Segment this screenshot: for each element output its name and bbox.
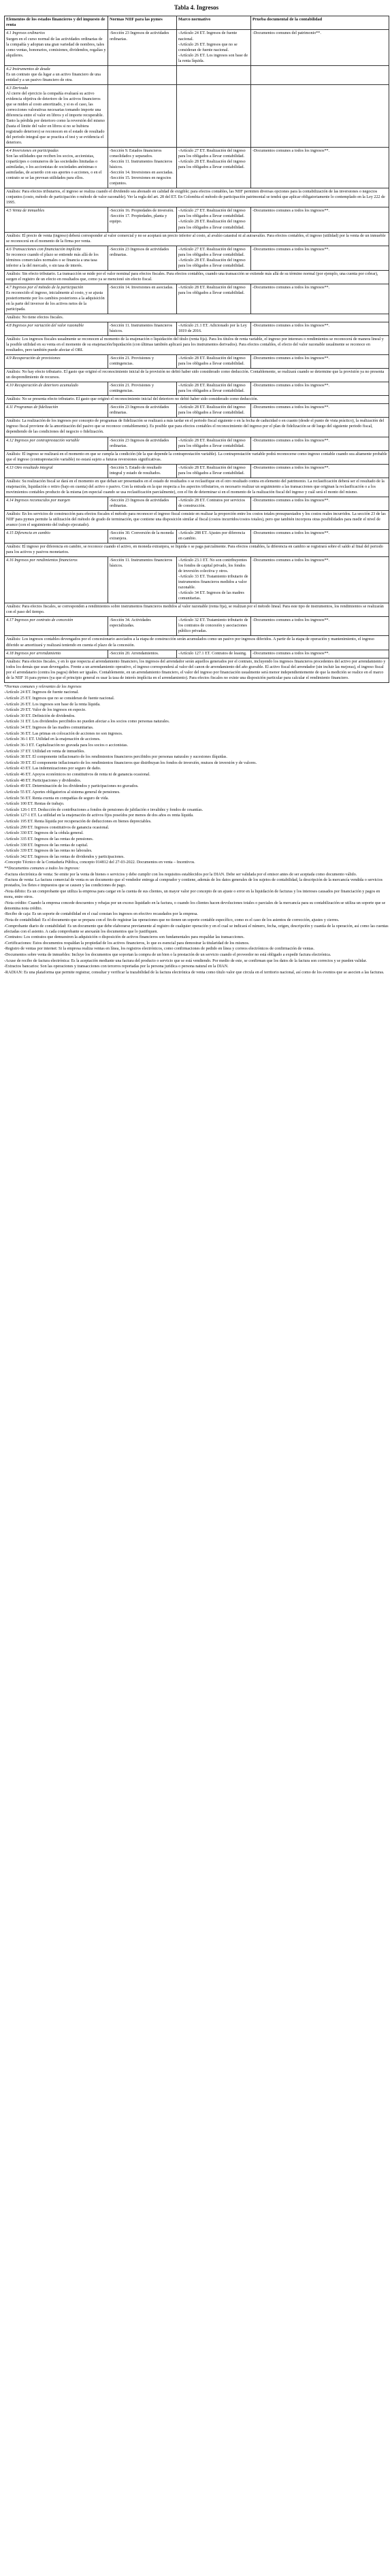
footnote-line: -Recibo de caja: Es un soporte de contabilidad en el cual constan los ingresos en efectivo recaudados por la empresa. (4, 912, 198, 917)
analysis-text: Análisis: No tiene efectos fiscales. (6, 315, 64, 320)
table-row (5, 497, 389, 510)
cell-prueba (251, 404, 389, 418)
cell-normas (108, 404, 177, 418)
footnote-line: -Artículo 338 ET. Ingresos de las rentas de capital. (4, 843, 88, 848)
cell-normas (108, 617, 177, 636)
footnote-line: -Artículo 56 ET. Renta exenta en compañías de seguro de vida. (4, 796, 109, 801)
cell-line: -Sección 17. Propiedades, planta y equipo. (110, 214, 167, 224)
analysis-text: Análisis: No hay efecto tributario. El gasto que originó el reconocimiento inicial de la provisión no debió haber sido considerado como deducción. Contablemente, se realizará cuando se determine que la provisión ya no presenta un desprendimiento de recursos. (6, 370, 385, 380)
footnote-line: -Contratos: Los contratos que demuestren la adquisición o disposición de activos financieros son fundamentales para respaldar las transacciones. (4, 935, 244, 940)
analysis-row (5, 232, 389, 246)
cell-marco (177, 207, 251, 232)
analysis-row (5, 336, 389, 355)
cell-elemento (5, 617, 108, 636)
table-row (5, 30, 389, 65)
analysis-row (5, 478, 389, 497)
section-title: 4.16 Ingresos por rendimientos financieros (6, 558, 78, 563)
section-title: 4.8 Ingresos por variación del valor razonable (6, 323, 84, 328)
cell-line: -Artículo 28 ET. Realización del ingreso para los obligados a llevar contabilidad. (178, 465, 246, 475)
cell-elemento (5, 65, 108, 84)
cell-elemento (5, 437, 108, 450)
analysis-cell (5, 478, 389, 497)
cell-line: -Sección 5. Estado de resultado integral y estado de resultados. (110, 465, 162, 475)
table-row (5, 65, 389, 84)
cell-elemento (5, 650, 108, 658)
footnote-line: -Artículo 36-3 ET. Capitalización no gravada para los socios o accionistas. (4, 743, 128, 748)
cell-elemento (5, 246, 108, 270)
cell-line: -Sección 23 Ingresos de actividades ordinarias. (110, 405, 169, 416)
cell-line: -Documentos comunes a todos los ingresos**. (252, 498, 330, 503)
cell-line: -Sección 23 Ingresos de actividades ordinarias. (110, 498, 169, 508)
cell-prueba (251, 148, 389, 188)
cell-elemento (5, 464, 108, 478)
cell-line: -Artículo 127.1 ET. Contratos de leasing. (178, 651, 247, 656)
header-prueba: Prueba documental de la contabilidad (251, 16, 389, 30)
cell-line: -Sección 23 Ingresos de actividades ordinarias. (110, 31, 169, 41)
footnote-line: -Nota de contabilidad: Es el documento que se prepara con el fin de registrar las operaciones que no tienen un soporte contable específico, como es el caso de los asientos de corrección, ajustes y cierres. (4, 918, 340, 922)
cell-line: -Artículo 34 ET. Ingresos de las madres comunitarias. (178, 591, 244, 601)
table-row (5, 355, 389, 369)
cell-line: -Sección 21. Provisiones y contingencias. (110, 356, 154, 367)
table-row (5, 148, 389, 188)
cell-marco (177, 464, 251, 478)
cell-prueba (251, 207, 389, 232)
section-title: 4.4 Inversiones en participadas (6, 149, 59, 154)
footnote-line: *Normas comunes y relevantes de los ingresos (4, 684, 82, 689)
analysis-text: Análisis: El ingreso se realizará en el momento en que se cumpla la condición (de la que depende la contraprestación variable). La contraprestación variable podrá reconocerse como ingreso contable cuando sea altamente probable que el ingreso (contraprestación variable) no estará sujeto a futuras reversiones significativas. (6, 452, 387, 462)
analysis-row (5, 636, 389, 650)
cell-line: -Documentos comunes a todos los ingresos**. (252, 247, 330, 252)
page (0, 0, 392, 980)
table-row (5, 84, 389, 147)
analysis-row (5, 603, 389, 617)
analysis-text: Análisis: En los servicios de construcción para efectos fiscales el método para reconocer el ingreso fiscal consiste en realizar la proporción entre los costos totales presupuestados y los costos reales incurridos. La sección 23 de las NIIF para pymes permite la utilización del método de grado de terminación, que contiene una disposición similar al fiscal (costos incurridos/costos totales), pero que también incorpora otras posibilidades para medir el nivel de avance (con el seguimiento del trabajo ejecutado). (6, 512, 386, 527)
cell-line: -Documentos comunes a todos los ingresos**. (252, 465, 330, 470)
section-description: Es un contrato que da lugar a un activo financiero de una entidad y a un pasivo financiero de otra. (6, 72, 101, 82)
footnote-line: -Artículo 30 ET. Definición de dividendos. (4, 714, 76, 718)
cell-normas (108, 355, 177, 369)
cell-line: -Sección 11. Instrumentos financieros básicos. (110, 558, 173, 569)
cell-normas (108, 497, 177, 510)
analysis-cell (5, 369, 389, 382)
cell-line: -Sección 30. Conversión de la moneda extranjera. (110, 531, 174, 541)
analysis-row (5, 543, 389, 557)
cell-line: -Artículo 28 ET. Realización del ingreso para los obligados a llevar contabilidad. (178, 258, 246, 268)
footnote-line: -RADIAN: Es una plataforma que permite registrar, consultar y verificar la trazabilidad de la factura electrónica de venta como título valor que circula en el territorio nacional, así como de los eventos que se asocien a las facturas. (4, 970, 385, 975)
section-description: Al cierre del ejercicio la compañía evaluará su activo evidencia objetiva de deterioro de los activos financieros que se miden al costo amortizado, y si es el caso, las correcciones valorativas necesarias tomando importe una diferencia entre el valor en libros y el importe recuperable. Tanto la pérdida por deterioro como la reversión del mismo (hasta el límite del valor en libros si no se hubiera registrado deterioro) se reconocen en el estado de resultado del periodo integral que se practica el test y se evidencia el deterioro. (6, 91, 105, 146)
cell-elemento (5, 322, 108, 335)
section-title: 4.11 Programas de fidelización (6, 405, 59, 410)
cell-elemento (5, 529, 108, 543)
footnote-line: -Artículo 31 ET. Los dividendos percibidos no pueden afectar a los socios como personas naturales. (4, 720, 170, 724)
analysis-cell (5, 396, 389, 404)
cell-normas (108, 382, 177, 396)
cell-line: -Artículo 28 ET. Realización del ingreso para los obligados a llevar contabilidad. (178, 405, 246, 416)
analysis-text: Análisis: Su realización fiscal se dará en el momento en que deban ser presentados en el estado de resultados o se reclasifique en el otro resultado contra en elemento del patrimonio. La reclasificación deberá ser el resultado de la enajenación, liquidación o retiro (bajo en cuenta) del activo o pasivo. Con la entrada en la que respecta a los aspectos tributarios, es necesario realizar un seguimiento a las transacciones que originan la reclasificación o a los movimientos contables producto de la misma (en especial cuando se usa reclasificación parcialmente), con el fin de determinar si en el momento de la realización fiscal del ingreso y cuál será el monto del mismo. (6, 479, 385, 495)
cell-marco (177, 246, 251, 270)
footnote-line: -Acuse de recibo de factura electrónica: Es la aceptación mediante una factura del producto o servicio que se está vendiendo. Por medio de este, se confirman que los datos de la factura son correctos y se pueden validar. (4, 958, 367, 963)
cell-prueba (251, 30, 389, 65)
footnote-line: -Nota débito: Es un comprobante que utiliza la empresa para cargar en la cuenta de sus clientes, un mayor valor por concepto de un ajuste o error en la liquidación de facturas y los intereses causados por financiación y pagos en mora, entre otros. (4, 889, 380, 899)
cell-prueba (251, 650, 389, 658)
cell-marco (177, 529, 251, 543)
footnote-line: -Artículo 25 ET. Ingresos que no se consideran de fuente nacional. (4, 696, 115, 701)
cell-line: -Artículo 33 ET. Tratamiento tributario de instrumentos financieros medidos a valor razonable. (178, 575, 248, 590)
footnote-line: -Nota crédito: Cuando la empresa concede descuentos y rebajas por un exceso liquidado en la factura, o cuando los clientes hacen devoluciones totales o parciales de la mercancía para su contabilización se utiliza un soporte que se denomina nota crédito. (4, 901, 386, 911)
cell-normas (108, 84, 177, 147)
section-description: Se reconoce cuando el plazo se entiende más allá de los términos comerciales normales o se financia a una tasa inferior a la del mercado, o sin tasa de interés. (6, 252, 99, 268)
cell-line: -Artículo 24 ET. Ingresos de fuente nacional. (178, 31, 238, 41)
cell-normas (108, 322, 177, 335)
section-title: 4.18 Ingresos por arrendamiento (6, 651, 61, 656)
footnote-line: -Artículo 299 ET. Ingresos constitutivos de ganancia ocasional. (4, 825, 110, 830)
section-title: 4.6 Transacciones con financiación implícita (6, 247, 81, 252)
cell-prueba (251, 464, 389, 478)
table-row (5, 284, 389, 314)
cell-normas (108, 464, 177, 478)
cell-line: -Documentos comunes a todos los ingresos**. (252, 651, 330, 656)
cell-line: -Artículo 27 ET. Realización del ingreso para los obligados a llevar contabilidad. (178, 247, 246, 257)
cell-normas (108, 148, 177, 188)
ingresos-table (4, 16, 389, 683)
cell-marco (177, 30, 251, 65)
analysis-text: Análisis: No se presenta efecto tributario. El gasto que originó el reconocimiento inicial del deterioro no debió haber sido considerado como deducción. (6, 397, 259, 402)
cell-line: -Documentos comunes a todos los ingresos**. (252, 438, 330, 443)
footnote-line: -Artículo 34 ET. Ingresos de las madres comunitarias. (4, 726, 94, 731)
cell-line: -Artículo 288 ET. Ajustes por diferencia en cambio. (178, 531, 246, 541)
footnote-line: -Certificaciones: Estos documentos respaldan la propiedad de los activos financieros, lo que es esencial para demostrar la titularidad de los mismos. (4, 941, 250, 946)
section-title: 4.3 Derivado (6, 86, 29, 90)
cell-line: -Documentos comunes a todos los ingresos**. (252, 209, 330, 214)
cell-line: -Documentos comunes a todos los ingresos**. (252, 405, 330, 410)
analysis-text: Análisis: Para efectos fiscales, se corresponden a rendimientos sobre instrumentos financieros medidos al valor razonable (renta fija), se realizan por el método lineal. Para este tipo de instrumentos, los rendimientos se realizarán con el paso del tiempo. (6, 605, 384, 615)
cell-normas (108, 207, 177, 232)
cell-normas (108, 30, 177, 65)
table-body (5, 30, 389, 682)
cell-line: -Sección 16. Propiedades de inversión. (110, 209, 174, 214)
analysis-text: Análisis: Para efectos fiscales, y en lo que respecta al arrendamiento financiero, los ingresos del arrendador serán aquellos generados por el contrato, incluyendo los ingresos financieros procedentes del activo por arrendamiento y todos los demás que sean devengados. Frente a un arrendamiento operativo, el ingreso corresponderá al valor del canon de arrendamiento del año gravable. El activo fiscal del arrendador (sin incluir las mejoras), el ingreso fiscal por el arrendatario (contra los pagos) deben ser iguales. Contablemente, en un arrendamiento financiero, el valor del ingreso por financiación usualmente será menor independientemente de que la medición se realice en el marco de la NIIF 16 para pymes (ya que el principio general es usar la tasa de interés implícita en el arrendamiento). Para efectos fiscales no existe una disposición particular para calcular el rendimiento financiero. (6, 659, 386, 680)
table-header-row (5, 16, 389, 30)
cell-prueba (251, 246, 389, 270)
analysis-cell (5, 232, 389, 246)
cell-normas (108, 529, 177, 543)
section-title: 4.7 Ingresos por el método de la participación (6, 285, 84, 290)
cell-prueba (251, 284, 389, 314)
cell-line: -Sección 14. Inversiones en asociadas. (110, 285, 174, 290)
analysis-cell (5, 636, 389, 650)
footnote-line: -Artículo 29 ET. Valor de los ingresos en especie. (4, 708, 86, 713)
footnote-line: -Artículo 49 ET. Determinación de los dividendos y participaciones no gravados. (4, 784, 139, 789)
footnote-line: -Artículo 55 ET. Aportes obligatorios al sistema general de pensiones. (4, 790, 120, 794)
cell-line: -Sección 21. Provisiones y contingencias. (110, 384, 154, 394)
cell-marco (177, 497, 251, 510)
footnote-line: -Concepto Técnico de la Contaduría Pública, concepto 014812 del 27-03-2022. Documentos en venta – Incentivos. (4, 860, 195, 865)
footnote-line: -Documentos sobre venta de inmuebles: Incluye los documentos que soportan la compra de un bien o la prestación de un servicio cuando el proveedor no está obligado a expedir factura electrónica. (4, 953, 331, 958)
cell-line: -Sección 23 Ingresos de actividades ordinarias. (110, 247, 169, 257)
section-description: Es reconocido el ingreso, inicialmente al costo, y se ajusta posteriormente por los cambios posteriores a la adquisición en la parte del inversor de los activos netos de la participada. (6, 290, 105, 312)
table-row (5, 617, 389, 636)
cell-elemento (5, 84, 108, 147)
cell-line: -Artículo 28 ET. Contratos por servicios de construcción. (178, 498, 246, 508)
cell-line: -Artículo 28 ET. Realización del ingreso para los obligados a llevar contabilidad. (178, 384, 246, 394)
cell-line: -Sección 34. Actividades especializadas. (110, 618, 151, 629)
cell-line: -Artículo 28 ET. Realización del ingreso para los obligados a llevar contabilidad. (178, 438, 246, 448)
section-title: 4.12 Ingresos por contraprestación variable (6, 438, 80, 443)
analysis-text: Análisis: El precio de venta (ingreso) deberá corresponder al valor comercial y no se aceptará un precio inferior al costo, al avalúo catastral ni al autoavalúo. Para efectos contables, el ingreso (utilidad) por la venta de un inmueble se reconocerá en el momento de la firma por venta. (6, 233, 386, 244)
footnote-line: -Artículo 39 ET. El componente inflacionario de los rendimientos financieros que distribuyan los fondos de inversión, mutuos de inversión y de valores. (4, 760, 257, 765)
analysis-row (5, 450, 389, 464)
cell-marco (177, 650, 251, 658)
footnote-line: -Artículo 339 ET. Ingresos de las rentas no laborales. (4, 849, 93, 854)
cell-line: -Artículo 28 ET. Realización del ingreso para los obligados a llevar contabilidad. (178, 220, 246, 230)
header-normas: Normas NIIF para las pymes (108, 16, 177, 30)
footnote-line: -Artículo 24 ET. Ingresos de fuente nacional. (4, 690, 79, 695)
footnote-line: -Artículo 342 ET. Ingresos de las rentas de dividendos y participaciones. (4, 854, 125, 859)
cell-line: -Sección 11. Instrumentos financieros básicos. (110, 323, 173, 333)
table-row (5, 404, 389, 418)
cell-line: -Sección 9. Estados financieros consolidados y separados. (110, 149, 162, 159)
cell-elemento (5, 497, 108, 510)
footnote-line: -Factura de venta: La factura comercial de venta es un documento que el vendedor entrega al comprador y contiene, además de los datos generales de los sujetos de contabilidad, la descripción de la mercancía vendida o servicios prestados, los fletes e impuestos que se causen y las condiciones de pago. (4, 878, 383, 888)
cell-prueba (251, 382, 389, 396)
analysis-cell (5, 543, 389, 557)
cell-line: -Artículo 28 ET. Realización del ingreso para los obligados a llevar contabilidad. (178, 356, 246, 367)
section-title: 4.10 Recuperación de deterioro acumulado (6, 384, 78, 388)
cell-elemento (5, 404, 108, 418)
analysis-text: Análisis: Para efectos tributarios, el ingreso se realiza cuando el dividendo sea abonado en calidad de exigible; para efectos contables, las NIIF permiten diversas opciones para la contabilización de las inversiones o negocios conjuntos (costo, método de participación o método de valor razonable). Ver la regla del art. 28 del ET. En Colombia el método de participación patrimonial se tendrá que aplicar obligatoriamente lo contemplado en la Ley 222 de 1995. (6, 190, 385, 205)
analysis-row (5, 658, 389, 682)
cell-marco (177, 382, 251, 396)
cell-elemento (5, 148, 108, 188)
table-row (5, 207, 389, 232)
cell-marco (177, 284, 251, 314)
section-title: 4.5 Venta de inmuebles (6, 209, 45, 214)
cell-elemento (5, 355, 108, 369)
cell-line: -Documentos comunes a todos los ingresos**. (252, 618, 330, 623)
cell-prueba (251, 617, 389, 636)
analysis-cell (5, 336, 389, 355)
footnote-line: -Registro de ventas por internet: Si la empresa realiza ventas en línea, los registros electrónicos, como confirmaciones de pedido en línea y correos electrónicos de confirmación de ventas. (4, 947, 314, 952)
cell-elemento (5, 382, 108, 396)
section-title: 4.15 Diferencia en cambio (6, 531, 50, 535)
cell-marco (177, 355, 251, 369)
analysis-row (5, 369, 389, 382)
cell-marco (177, 617, 251, 636)
analysis-cell (5, 188, 389, 207)
section-title: 4.9 Recuperación de provisiones (6, 356, 61, 361)
cell-line: -Artículo 23.1 ET. No son contribuyentes los fondos de capital privado, los fondos de inversión colectiva y otros. (178, 558, 247, 574)
footnote-line: -Artículo 195 ET. Renta líquida por recuperación de deducciones en bienes depreciables. (4, 820, 152, 824)
cell-line: -Artículo 21.1 ET. Adicionado por la Ley 1819 de 2016. (178, 323, 247, 333)
cell-line: -Documentos comunes a todos los ingresos**. (252, 285, 330, 290)
cell-line: -Artículo 27 ET. Realización del ingreso para los obligados a llevar contabilidad. (178, 149, 246, 159)
cell-marco (177, 557, 251, 603)
analysis-cell (5, 314, 389, 322)
analysis-text: Análisis: La realización de los ingresos por concepto de programas de fidelización se realizará a más tardar en el periodo fiscal siguiente o en la fecha de caducidad o en cuanto (desde el punto de vista práctico), la realización del ingreso fiscal proviene de la amortización del pasivo que se reconoce contablemente). Es posible que para efectos contables el reconocimiento del ingreso por el plan de fidelización se dé luego del siguiente periodo fiscal, dependiendo de las condiciones del negocio o fidelización. (6, 419, 385, 435)
analysis-row (5, 418, 389, 437)
footnote-line: -Artículo 46 ET. Apoyos económicos no constitutivos de renta ni de ganancia ocasional. (4, 773, 150, 777)
footnote-line: -Artículo 126-1 ET. Deducción de contribuciones a fondos de pensiones de jubilación e invalidez y fondos de cesantías. (4, 807, 203, 812)
cell-marco (177, 148, 251, 188)
cell-line: -Artículo 27 ET. Realización del ingreso para los obligados a llevar contabilidad. (178, 209, 246, 219)
cell-line: -Sección 23 Ingresos de actividades ordinarias. (110, 438, 169, 448)
section-description: Son las utilidades que reciben los socios, accionistas, copartícipes o comuneros de las sociedades limitadas o asimiladas, o los accionistas de sociedades anónimas o asimiladas, de acuerdo con sus aportes o acciones, o en el contrato se se las prevean utilidades para ellos. (6, 154, 102, 181)
cell-normas (108, 246, 177, 270)
cell-line: -Sección 14. Inversiones en asociadas. (110, 171, 174, 175)
cell-line: -Documentos comunes del patrimonio**. (252, 31, 321, 36)
footnote-line: -Extractos bancarios: Son las operaciones y transacciones con terceros reportadas por la persona jurídica o persona natural en la DIAN. (4, 965, 229, 969)
cell-line: -Documentos comunes a todos los ingresos**. (252, 323, 330, 328)
cell-elemento (5, 284, 108, 314)
footnote-line: -Artículo 335 ET. Ingresos de las rentas de pensiones. (4, 837, 94, 841)
footnote-line: -Artículo 100 ET. Rentas de trabajo. (4, 802, 65, 807)
header-marco: Marco normativo (177, 16, 251, 30)
cell-marco (177, 437, 251, 450)
footnote-line: -Artículo 36 ET. Las primas en colocación de acciones no son ingresos. (4, 731, 123, 736)
cell-prueba (251, 355, 389, 369)
cell-line: -Artículo 32 ET. Tratamiento tributario de los contratos de concesión y asociaciones público privadas. (178, 618, 248, 634)
analysis-cell (5, 510, 389, 529)
section-title: 4.2 Instrumentos de deuda (6, 67, 50, 71)
table-row (5, 382, 389, 396)
table-row (5, 437, 389, 450)
cell-line: -Documentos comunes a todos los ingresos**. (252, 384, 330, 388)
section-description: Surgen en el curso normal de las actividades ordinarias de la compañía y adoptan una gran variedad de nombres, tales como ventas, honorarios, comisiones, dividendos, regalías y alquileres. (6, 37, 106, 58)
table-row (5, 557, 389, 603)
cell-prueba (251, 497, 389, 510)
analysis-text: Análisis: Los ingresos contables devengados por el concesionario asociados a la etapa de construcción serán acumulados como un pasivo por ingresos diferidos. A partir de la etapa de operación y mantenimiento, el ingreso diferido se amortizará y realizará teniendo en cuenta el plazo de la concesión. (6, 637, 374, 648)
table-row (5, 650, 389, 658)
footnote-line: -Artículo 43 ET. Las indemnizaciones por seguro de daño. (4, 767, 101, 771)
footnotes (4, 684, 389, 975)
cell-marco (177, 65, 251, 84)
footnote-line: -Artículo 330 ET. Ingresos de la cédula general. (4, 831, 84, 836)
cell-line: -Artículo 26 ET. Ingresos que no se consideran de fuente nacional. (178, 42, 238, 52)
cell-line: -Artículo 26 ET. Los ingresos son base de la renta líquida. (178, 53, 248, 63)
footnote-line: -Factura electrónica de venta: Se emite por la venta de bienes o servicios y debe cumplir con los requisitos establecidos por la DIAN. Debe ser validada por el emisor antes de ser aceptada como documento válido. (4, 872, 357, 877)
cell-normas (108, 65, 177, 84)
section-title: 4.1 Ingresos ordinarios (6, 31, 45, 36)
cell-prueba (251, 437, 389, 450)
analysis-row (5, 396, 389, 404)
analysis-cell (5, 658, 389, 682)
cell-elemento (5, 30, 108, 65)
cell-normas (108, 284, 177, 314)
analysis-cell (5, 450, 389, 464)
cell-elemento (5, 557, 108, 603)
analysis-row (5, 188, 389, 207)
cell-normas (108, 557, 177, 603)
cell-line: -Documentos comunes a todos los ingresos**. (252, 531, 330, 535)
cell-line: -Sección 15. Inversiones en negocios conjuntos. (110, 176, 172, 186)
cell-prueba (251, 557, 389, 603)
table-row (5, 464, 389, 478)
cell-line: -Sección 11. Instrumentos financieros básicos. (110, 160, 173, 170)
footnote-line: -Artículo 38 ET. El componente inflacionario de los rendimientos financieros percibidos por personas naturales y sucesiones ilíquidas. (4, 755, 227, 760)
footnote-line: **Documentos comunes a todos los ingresos: (4, 867, 80, 871)
footnote-line: -Artículo 127-1 ET. La utilidad en la enajenación de activos fijos poseídos por menos de dos años es renta líquida. (4, 814, 194, 818)
section-title: 4.17 Ingresos por contrato de concesión (6, 618, 74, 623)
footnote-line: -Artículo 48 ET. Participaciones y dividendos. (4, 778, 82, 783)
cell-normas (108, 650, 177, 658)
cell-prueba (251, 84, 389, 147)
header-elementos: Elementos de los estados financieros y del impuesto de renta (5, 16, 108, 30)
section-title: 4.14 Ingresos reconocidos por margen (6, 498, 70, 503)
cell-line: -Documentos comunes a todos los ingresos**. (252, 558, 330, 563)
analysis-text: Análisis: Los ingresos fiscales usualmente se reconocen al momento de la enajenación o liquidación del título (renta fija). Para los títulos de renta variable, el ingreso por intereses o rendimientos se reconocerá de manera lineal y la posible utilidad en su venta en el momento de su enajenación/liquidación (con últimas también aplicará para los instrumentos derivados). Para efectos contables, el efecto del valor razonable usualmente se reconoce en resultados, pero también puede afectar el ORI. (6, 337, 384, 353)
analysis-text: Análisis: Sin efecto tributario. La transacción se mide por el valor nominal para efectos fiscales. Para efectos contables, cuando una transacción se extiende más allá de su término normal (por ejemplo, una cuenta por cobrar), surgen el registro de un efecto en resultados que, como ya se mencionó sin efecto fiscal. (6, 271, 378, 282)
cell-marco (177, 322, 251, 335)
analysis-cell (5, 418, 389, 437)
footnote-line: -Artículo 26 ET. Los ingresos son base de la renta líquida. (4, 702, 101, 707)
cell-prueba (251, 65, 389, 84)
cell-marco (177, 84, 251, 147)
analysis-row (5, 510, 389, 529)
cell-line: -Sección 20. Arrendamientos. (110, 651, 159, 656)
table-row (5, 322, 389, 335)
cell-line: -Artículo 28 ET. Realización del ingreso para los obligados a llevar contabilidad. (178, 160, 246, 170)
footnote-line: -Comprobante diario de contabilidad: Es un documento que debe elaborarse previamente al registro de cualquier operación y en el cual se indicará el número, fecha, origen, descripción y cuantía de la operación, así como las cuentas afectadas con el asiento. A cada comprobante se anexarán los documentos que lo justifiquen. (4, 924, 389, 934)
analysis-row (5, 270, 389, 284)
cell-elemento (5, 207, 108, 232)
table-title: Tabla 4. Ingresos (174, 4, 219, 11)
cell-prueba (251, 529, 389, 543)
analysis-cell (5, 603, 389, 617)
cell-line: -Documentos comunes a todos los ingresos**. (252, 356, 330, 361)
section-title: 4.13 Otro resultado integral (6, 465, 53, 470)
footnote-line: -Artículo 37 ET. Utilidad en venta de inmuebles. (4, 749, 85, 754)
analysis-cell (5, 270, 389, 284)
analysis-row (5, 314, 389, 322)
table-row (5, 529, 389, 543)
cell-marco (177, 404, 251, 418)
cell-line: -Artículo 28 ET. Realización del ingreso para los obligados a llevar contabilidad. (178, 285, 246, 295)
cell-normas (108, 437, 177, 450)
table-row (5, 246, 389, 270)
cell-prueba (251, 322, 389, 335)
footnote-line: -Artículo 36-1 ET. Utilidad en la enajenación de acciones. (4, 737, 101, 742)
analysis-text: Análisis: El ingreso por diferencia en cambio, se reconoce cuando el activo, en moneda extranjera, se liquida o se paga parcialmente. Para efectos contables, la diferencia en cambio se registrará sobre el saldo al final del periodo para los activos y pasivos monetarios. (6, 545, 383, 555)
cell-line: -Documentos comunes a todos los ingresos**. (252, 149, 330, 154)
